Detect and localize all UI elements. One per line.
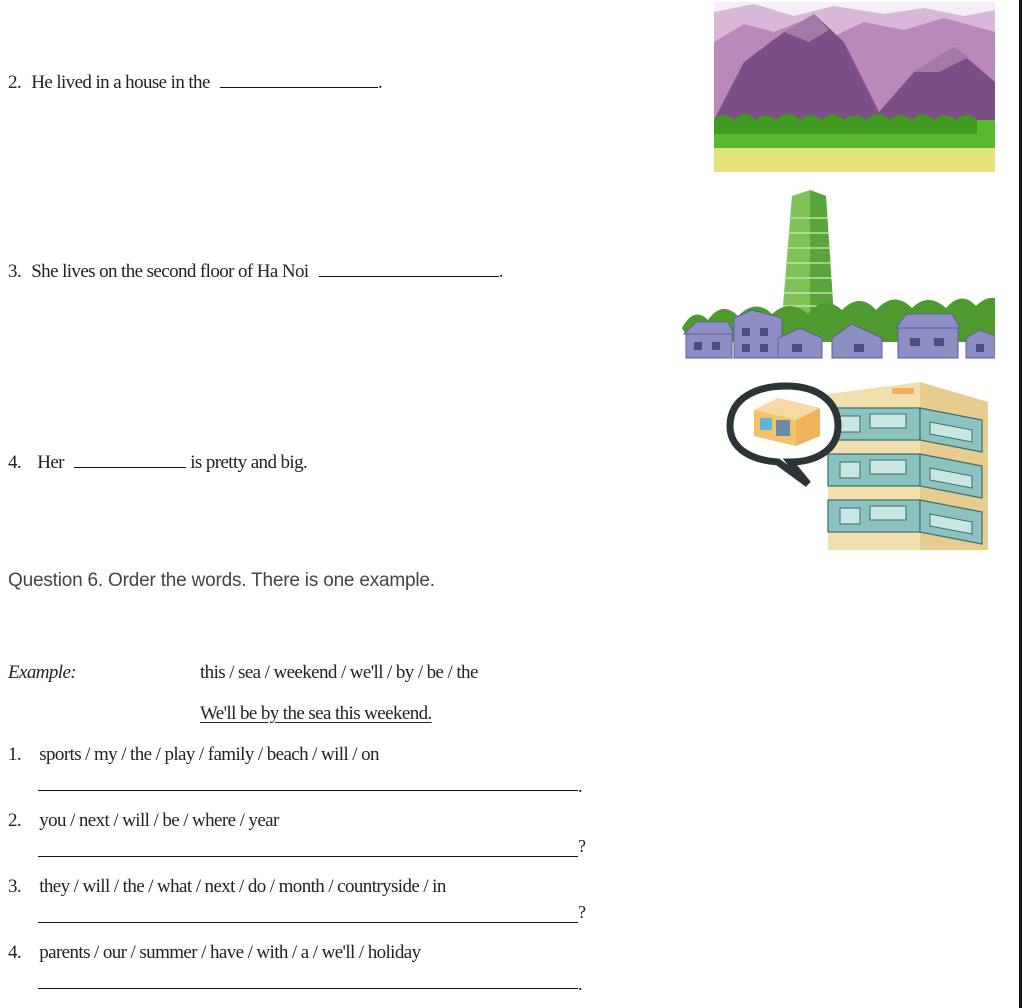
answer-line[interactable]: [38, 856, 578, 857]
answer-line[interactable]: [38, 988, 578, 989]
answer-blank[interactable]: [319, 275, 499, 277]
item-words: sports / my / the / play / family / beach / will / on: [39, 744, 379, 765]
item-text-after: is pretty and big.: [190, 452, 308, 473]
item-number: 3.: [8, 261, 22, 282]
order-item-4: [8, 942, 420, 964]
order-item-3: [8, 876, 446, 898]
answer-line[interactable]: [38, 922, 578, 923]
question-heading: Question 6. Order the words. There is one example.: [8, 570, 435, 591]
item-text: She lives on the second floor of Ha Noi: [31, 261, 309, 282]
example-answer: We'll be by the sea this weekend.: [200, 703, 432, 724]
item-words: parents / our / summer / have / with / a / we'll / holiday: [39, 942, 421, 963]
item-words: they / will / the / what / next / do / month / countryside / in: [39, 876, 446, 897]
item-number: 2.: [8, 810, 22, 831]
order-item-2: [8, 810, 279, 832]
item-number: 3.: [8, 876, 22, 897]
line-end-mark: .: [578, 974, 582, 994]
line-end-mark: ?: [578, 902, 586, 922]
item-end: .: [377, 72, 383, 93]
apartment-building-icon: [720, 380, 990, 552]
item-text: Her: [37, 452, 64, 473]
answer-blank[interactable]: [220, 86, 378, 88]
line-end-mark: .: [578, 776, 582, 796]
item-number: 1.: [8, 744, 22, 765]
line-end-mark: ?: [578, 836, 586, 856]
answer-line[interactable]: [38, 790, 578, 791]
item-number: 2.: [8, 72, 22, 93]
item-words: you / next / will / be / where / year: [39, 810, 279, 831]
item-number: 4.: [8, 452, 22, 473]
example-words: this / sea / weekend / we'll / by / be / the: [200, 662, 478, 683]
order-item-1: [8, 744, 379, 766]
item-text: He lived in a house in the: [31, 72, 210, 93]
city-tower-icon: [682, 188, 995, 360]
answer-blank[interactable]: [74, 466, 186, 468]
blank-item-3: [8, 261, 503, 283]
blank-item-4: [8, 452, 307, 474]
mountains-icon: [714, 2, 995, 172]
page-edge: [1019, 0, 1022, 1008]
example-label: Example:: [8, 662, 76, 683]
item-number: 4.: [8, 942, 22, 963]
blank-item-2: [8, 72, 382, 94]
item-end: .: [498, 261, 503, 282]
